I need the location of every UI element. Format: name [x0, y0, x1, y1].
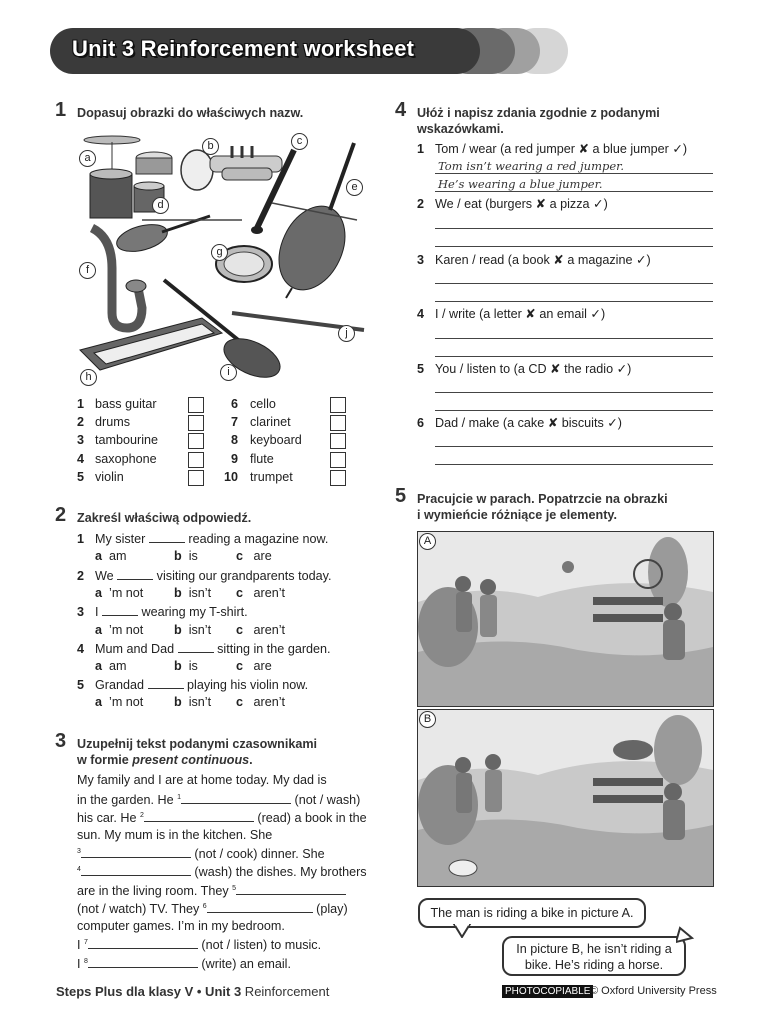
list-item: 7 clarinet [231, 415, 291, 429]
answer-line[interactable] [435, 446, 713, 447]
bubble-tail-1 [452, 924, 474, 938]
list-item: 1 bass guitar [77, 397, 157, 411]
ex3-line-11: I $^8$ (write) an email. [77, 957, 291, 971]
speech-bubble-1: The man is riding a bike in picture A. [418, 898, 646, 928]
answer-line[interactable] [435, 246, 713, 247]
answer-line[interactable] [435, 338, 713, 339]
ex3-line-4: sun. My mum is in the kitchen. She [77, 828, 273, 842]
ex2-option-b-4[interactable]: b is [174, 659, 198, 673]
ex4-item-6: 6 Dad / make (a cake ✘ biscuits ✓) [417, 416, 622, 430]
ex4-instruction-2: wskazówkami. [417, 122, 504, 136]
ex4-item-5: 5 You / listen to (a CD ✘ the radio ✓) [417, 362, 632, 376]
park-picture-a [417, 531, 714, 707]
ex2-option-b-3[interactable]: b isn’t [174, 623, 212, 637]
ex3-line-7: are in the living room. They $^5$ [77, 883, 346, 898]
pic-letter-e: e [346, 179, 363, 196]
ex2-option-c-3[interactable]: c aren’t [236, 623, 286, 637]
answer-line[interactable] [435, 410, 713, 411]
speech-bubble-2: In picture B, he isn’t riding a bike. He’s riding a horse. [502, 936, 686, 976]
ex4-instruction-1: Ułóż i napisz zdania zgodnie z podanymi [417, 106, 660, 120]
pic-letter-i: i [220, 364, 237, 381]
ex2-option-b-1[interactable]: b is [174, 549, 198, 563]
ex2-item-3: 3 I wearing my T-shirt. [77, 605, 248, 619]
answer-box-10[interactable] [330, 470, 346, 486]
ex2-options-1[interactable]: a am [95, 549, 127, 563]
ex2-item-5: 5 Grandad playing his violin now. [77, 678, 309, 692]
ex2-option-c-2[interactable]: c aren’t [236, 586, 286, 600]
copyright: © Oxford University Press [590, 985, 717, 997]
page-title: Unit 3 Reinforcement worksheet [72, 36, 415, 61]
answer-box-3[interactable] [188, 433, 204, 449]
pic-letter-h: h [80, 369, 97, 386]
ex4-item-1: 1 Tom / wear (a red jumper ✘ a blue jumper ✓) [417, 142, 688, 156]
answer-box-9[interactable] [330, 452, 346, 468]
ex2-option-c-5[interactable]: c aren’t [236, 695, 286, 709]
gap-8[interactable] [88, 956, 198, 968]
ex2-item-1: 1 My sister reading a magazine now. [77, 532, 329, 546]
ex5-instruction-2: i wymieńcie różniące je elementy. [417, 508, 617, 522]
answer-box-2[interactable] [188, 415, 204, 431]
footer-course: Steps Plus dla klasy V • Unit 3 Reinforcement [56, 984, 330, 999]
ex1-instruction: Dopasuj obrazki do właściwych nazw. [77, 106, 304, 120]
ex2-option-b-2[interactable]: b isn’t [174, 586, 212, 600]
gap-6[interactable] [207, 901, 313, 913]
ex4-answer-1a: Tom isn’t wearing a red jumper. [438, 159, 625, 173]
pic-letter-j: j [338, 325, 355, 342]
gap-2[interactable] [144, 810, 254, 822]
ex5-instruction-1: Pracujcie w parach. Popatrzcie na obrazki [417, 492, 668, 506]
ex3-line-2: in the garden. He $^1$ (not / wash) [77, 793, 361, 807]
answer-line[interactable] [435, 173, 713, 174]
ex3-instruction-2: w formie present continuous. [77, 753, 253, 767]
answer-line[interactable] [435, 301, 713, 302]
title-banner [50, 28, 530, 74]
gap-4[interactable] [81, 864, 191, 876]
gap-7[interactable] [88, 937, 198, 949]
pic-letter-b: b [202, 138, 219, 155]
list-item: 8 keyboard [231, 433, 302, 447]
list-item: 4 saxophone [77, 452, 157, 466]
answer-box-1[interactable] [188, 397, 204, 413]
answer-line[interactable] [435, 191, 713, 192]
photocopiable-badge: PHOTOCOPIABLE [502, 985, 593, 998]
pic-letter-g: g [211, 244, 228, 261]
pic-letter-c: c [291, 133, 308, 150]
answer-line[interactable] [435, 228, 713, 229]
ex3-line-1: My family and I are at home today. My dad is [77, 773, 327, 787]
park-picture-b [417, 709, 714, 887]
picture-label-b: B [419, 711, 436, 728]
gap-3[interactable] [81, 846, 191, 858]
ex3-line-9: computer games. I’m in my bedroom. [77, 919, 285, 933]
answer-box-5[interactable] [188, 470, 204, 486]
pic-letter-f: f [79, 262, 96, 279]
ex5-number: 5 [395, 485, 407, 507]
ex2-item-4: 4 Mum and Dad sitting in the garden. [77, 642, 331, 656]
ex2-item-2: 2 We visiting our grandparents today. [77, 569, 332, 583]
ex4-item-3: 3 Karen / read (a book ✘ a magazine ✓) [417, 253, 651, 267]
list-item: 2 drums [77, 415, 130, 429]
answer-line[interactable] [435, 392, 713, 393]
bubble-tail-2 [676, 926, 696, 944]
gap-1[interactable] [181, 792, 291, 804]
ex3-instruction-1: Uzupełnij tekst podanymi czasownikami [77, 737, 318, 751]
list-item: 10 trumpet [224, 470, 293, 484]
picture-label-a: A [419, 533, 436, 550]
ex3-line-8: (not / watch) TV. They $^6$ (play) [77, 902, 348, 916]
ex3-number: 3 [55, 730, 67, 752]
ex2-options-5[interactable]: a ’m not [95, 695, 144, 709]
ex4-item-4: 4 I / write (a letter ✘ an email ✓) [417, 307, 606, 321]
ex3-line-6: $^4$ (wash) the dishes. My brothers [77, 865, 367, 879]
ex4-item-2: 2 We / eat (burgers ✘ a pizza ✓) [417, 197, 608, 211]
ex2-options-4[interactable]: a am [95, 659, 127, 673]
ex2-option-c-4[interactable]: c are [236, 659, 272, 673]
ex4-answer-1b: He’s wearing a blue jumper. [438, 177, 603, 191]
answer-box-6[interactable] [330, 397, 346, 413]
ex2-option-b-5[interactable]: b isn’t [174, 695, 212, 709]
list-item: 3 tambourine [77, 433, 159, 447]
answer-box-7[interactable] [330, 415, 346, 431]
ex2-number: 2 [55, 504, 67, 526]
ex3-line-5: $^3$ (not / cook) dinner. She [77, 847, 325, 861]
trumpet-drawing [181, 146, 282, 190]
pic-letter-a: a [79, 150, 96, 167]
answer-line[interactable] [435, 356, 713, 357]
ex3-line-10: I $^7$ (not / listen) to music. [77, 938, 322, 952]
ex3-line-3: his car. He $^2$ (read) a book in the [77, 811, 367, 825]
list-item: 6 cello [231, 397, 276, 411]
answer-line[interactable] [435, 464, 713, 465]
answer-line[interactable] [435, 283, 713, 284]
answer-box-8[interactable] [330, 433, 346, 449]
ex4-number: 4 [395, 99, 407, 121]
keyboard-drawing [80, 318, 222, 370]
ex2-instruction: Zakreśl właściwą odpowiedź. [77, 511, 252, 525]
ex2-options-2[interactable]: a ’m not [95, 586, 144, 600]
answer-box-4[interactable] [188, 452, 204, 468]
gap-5[interactable] [236, 883, 346, 895]
ex2-option-c-1[interactable]: c are [236, 549, 272, 563]
ex1-number: 1 [55, 99, 67, 121]
list-item: 9 flute [231, 452, 274, 466]
list-item: 5 violin [77, 470, 124, 484]
ex2-options-3[interactable]: a ’m not [95, 623, 144, 637]
pic-letter-d: d [152, 197, 169, 214]
